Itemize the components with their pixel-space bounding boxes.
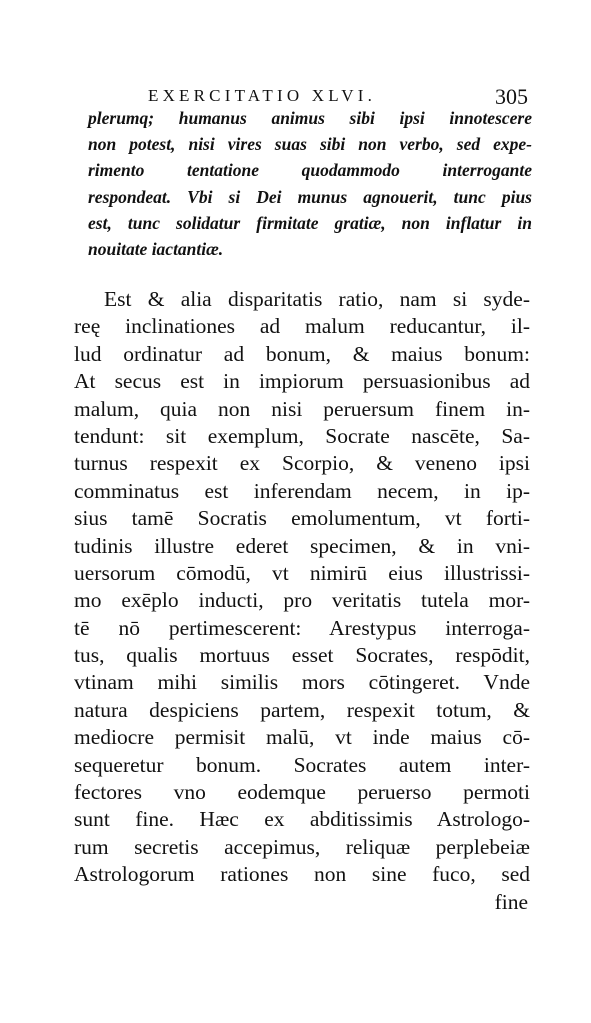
body-line: sunt fine. Hæc ex abditissimis Astrologo- (74, 807, 530, 832)
body-line: vtinam mihi similis mors cōtingeret. Vnde (74, 670, 530, 695)
italic-line: respondeat. Vbi si Dei munus agnouerit, tunc pius (88, 186, 532, 207)
body-line: fectores vno eodemque peruerso permoti (74, 780, 530, 805)
catchword: fine (494, 889, 528, 914)
page-number: 305 (495, 84, 528, 109)
running-head (78, 86, 528, 110)
running-title: EXERCITATIO XLVI. (148, 86, 377, 105)
italic-line: non potest, nisi vires suas sibi non verbo, sed expe- (88, 134, 532, 155)
body-line: sius tamē Socratis emolumentum, vt forti- (74, 506, 530, 531)
italic-line: est, tunc solidatur firmitate gratiæ, non inflatur in (88, 212, 532, 233)
italic-quotation (88, 108, 532, 265)
body-line: tudinis illustre ederet specimen, & in vni- (74, 533, 530, 558)
body-line: comminatus est inferendam necem, in ip- (74, 478, 530, 503)
body-line: lud ordinatur ad bonum, & maius bonum: (74, 341, 530, 366)
body-line: reę inclinationes ad malum reducantur, il- (74, 314, 530, 339)
body-line: Astrologorum rationes non sine fuco, sed (74, 862, 530, 887)
body-paragraph (74, 286, 530, 916)
body-line: uersorum cōmodū, vt nimirū eius illustrissi- (74, 560, 530, 585)
body-line: tus, qualis mortuus esset Socrates, respōdit, (74, 643, 530, 668)
italic-line: plerumq; humanus animus sibi ipsi innotescere (88, 108, 532, 128)
body-line: turnus respexit ex Scorpio, & veneno ipsi (74, 451, 530, 476)
body-line: sequeretur bonum. Socrates autem inter- (74, 752, 530, 777)
body-line: mo exēplo inducti, pro veritatis tutela mor- (74, 588, 530, 613)
body-line: tendunt: sit exemplum, Socrate nascēte, Sa- (74, 423, 530, 448)
body-line: At secus est in impiorum persuasionibus ad (74, 369, 530, 394)
body-line: mediocre permisit malū, vt inde maius cō- (74, 725, 530, 750)
body-line: Est & alia disparitatis ratio, nam si syde- (104, 287, 530, 311)
italic-line: rimento tentatione quodammodo interrogante (88, 160, 532, 181)
body-line: natura despiciens partem, respexit totum, & (74, 697, 530, 722)
body-line: rum secretis accepimus, reliquæ perplebeiæ (74, 834, 530, 859)
italic-line: nouitate iactantiæ. (88, 238, 224, 259)
body-line: tē nō pertimescerent: Arestypus interroga- (74, 615, 530, 640)
body-line: malum, quia non nisi peruersum finem in- (74, 396, 530, 421)
